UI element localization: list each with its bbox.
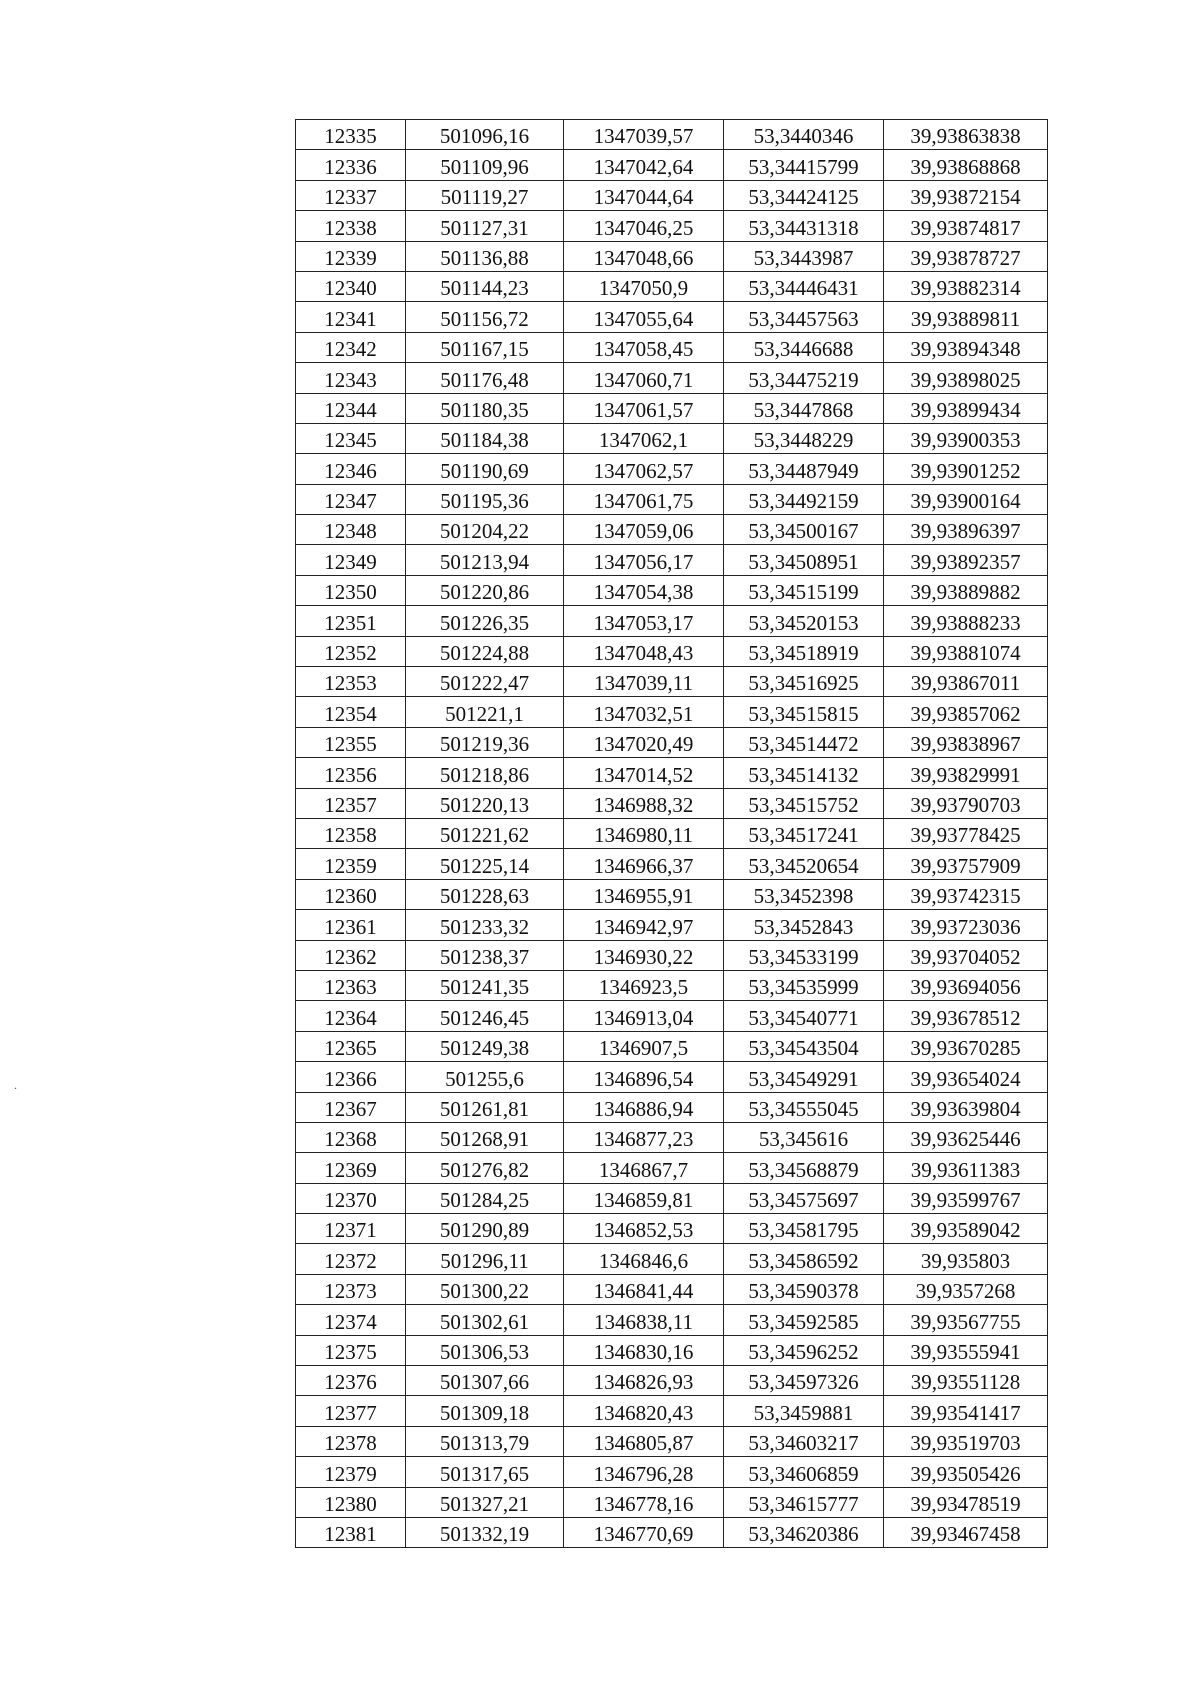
- table-row: [296, 940, 1048, 970]
- table-row: [296, 818, 1048, 848]
- x-coordinate-cell: 501261,81: [406, 1092, 564, 1122]
- y-coordinate-cell: 1346907,5: [564, 1031, 724, 1061]
- longitude-cell: 39,93892357: [884, 545, 1048, 575]
- x-coordinate-cell: 501255,6: [406, 1062, 564, 1092]
- latitude-cell: 53,34508951: [724, 545, 884, 575]
- latitude-cell: 53,345616: [724, 1122, 884, 1152]
- x-coordinate-cell: 501222,47: [406, 667, 564, 697]
- table-row: [296, 363, 1048, 393]
- x-coordinate-cell: 501184,38: [406, 423, 564, 453]
- longitude-cell: 39,93670285: [884, 1031, 1048, 1061]
- x-coordinate-cell: 501225,14: [406, 849, 564, 879]
- longitude-cell: 39,93867011: [884, 667, 1048, 697]
- longitude-cell: 39,93863838: [884, 120, 1048, 150]
- x-coordinate-cell: 501109,96: [406, 150, 564, 180]
- table-row: [296, 180, 1048, 210]
- latitude-cell: 53,34516925: [724, 667, 884, 697]
- longitude-cell: 39,93723036: [884, 910, 1048, 940]
- latitude-cell: 53,34592585: [724, 1305, 884, 1335]
- longitude-cell: 39,93889811: [884, 302, 1048, 332]
- latitude-cell: 53,34586592: [724, 1244, 884, 1274]
- y-coordinate-cell: 1346966,37: [564, 849, 724, 879]
- longitude-cell: 39,93872154: [884, 180, 1048, 210]
- table-row: [296, 1001, 1048, 1031]
- latitude-cell: 53,34597326: [724, 1366, 884, 1396]
- point-number-cell: 12352: [296, 636, 406, 666]
- point-number-cell: 12335: [296, 120, 406, 150]
- table-row: [296, 1274, 1048, 1304]
- latitude-cell: 53,34540771: [724, 1001, 884, 1031]
- latitude-cell: 53,3440346: [724, 120, 884, 150]
- point-number-cell: 12363: [296, 970, 406, 1000]
- table-row: [296, 454, 1048, 484]
- point-number-cell: 12341: [296, 302, 406, 332]
- latitude-cell: 53,34596252: [724, 1335, 884, 1365]
- table-row: [296, 1183, 1048, 1213]
- latitude-cell: 53,34555045: [724, 1092, 884, 1122]
- table-row: [296, 271, 1048, 301]
- coordinates-table-body: [296, 120, 1048, 1548]
- y-coordinate-cell: 1347048,66: [564, 241, 724, 271]
- longitude-cell: 39,93555941: [884, 1335, 1048, 1365]
- table-row: [296, 1457, 1048, 1487]
- table-row: [296, 484, 1048, 514]
- longitude-cell: 39,93874817: [884, 211, 1048, 241]
- y-coordinate-cell: 1346930,22: [564, 940, 724, 970]
- latitude-cell: 53,34518919: [724, 636, 884, 666]
- y-coordinate-cell: 1346886,94: [564, 1092, 724, 1122]
- x-coordinate-cell: 501219,36: [406, 727, 564, 757]
- longitude-cell: 39,93505426: [884, 1457, 1048, 1487]
- latitude-cell: 53,34590378: [724, 1274, 884, 1304]
- y-coordinate-cell: 1346805,87: [564, 1426, 724, 1456]
- y-coordinate-cell: 1347062,1: [564, 423, 724, 453]
- x-coordinate-cell: 501306,53: [406, 1335, 564, 1365]
- x-coordinate-cell: 501213,94: [406, 545, 564, 575]
- table-row: [296, 1517, 1048, 1547]
- point-number-cell: 12351: [296, 606, 406, 636]
- x-coordinate-cell: 501167,15: [406, 332, 564, 362]
- point-number-cell: 12343: [296, 363, 406, 393]
- latitude-cell: 53,3452843: [724, 910, 884, 940]
- x-coordinate-cell: 501220,13: [406, 788, 564, 818]
- latitude-cell: 53,34543504: [724, 1031, 884, 1061]
- y-coordinate-cell: 1347050,9: [564, 271, 724, 301]
- latitude-cell: 53,34549291: [724, 1062, 884, 1092]
- latitude-cell: 53,34500167: [724, 515, 884, 545]
- point-number-cell: 12348: [296, 515, 406, 545]
- latitude-cell: 53,3459881: [724, 1396, 884, 1426]
- latitude-cell: 53,34520654: [724, 849, 884, 879]
- latitude-cell: 53,34520153: [724, 606, 884, 636]
- table-row: [296, 545, 1048, 575]
- point-number-cell: 12365: [296, 1031, 406, 1061]
- latitude-cell: 53,3443987: [724, 241, 884, 271]
- x-coordinate-cell: 501307,66: [406, 1366, 564, 1396]
- longitude-cell: 39,93888233: [884, 606, 1048, 636]
- latitude-cell: 53,34620386: [724, 1517, 884, 1547]
- longitude-cell: 39,93894348: [884, 332, 1048, 362]
- x-coordinate-cell: 501276,82: [406, 1153, 564, 1183]
- x-coordinate-cell: 501233,32: [406, 910, 564, 940]
- point-number-cell: 12359: [296, 849, 406, 879]
- table-row: [296, 667, 1048, 697]
- table-row: [296, 1092, 1048, 1122]
- latitude-cell: 53,34515815: [724, 697, 884, 727]
- x-coordinate-cell: 501220,86: [406, 575, 564, 605]
- latitude-cell: 53,34457563: [724, 302, 884, 332]
- longitude-cell: 39,93889882: [884, 575, 1048, 605]
- table-row: [296, 302, 1048, 332]
- point-number-cell: 12340: [296, 271, 406, 301]
- x-coordinate-cell: 501156,72: [406, 302, 564, 332]
- table-row: [296, 1153, 1048, 1183]
- table-row: [296, 1062, 1048, 1092]
- longitude-cell: 39,93857062: [884, 697, 1048, 727]
- x-coordinate-cell: 501249,38: [406, 1031, 564, 1061]
- y-coordinate-cell: 1346830,16: [564, 1335, 724, 1365]
- longitude-cell: 39,93899434: [884, 393, 1048, 423]
- x-coordinate-cell: 501180,35: [406, 393, 564, 423]
- latitude-cell: 53,34446431: [724, 271, 884, 301]
- y-coordinate-cell: 1346877,23: [564, 1122, 724, 1152]
- y-coordinate-cell: 1346820,43: [564, 1396, 724, 1426]
- x-coordinate-cell: 501268,91: [406, 1122, 564, 1152]
- y-coordinate-cell: 1346867,7: [564, 1153, 724, 1183]
- table-row: [296, 423, 1048, 453]
- table-row: [296, 1426, 1048, 1456]
- point-number-cell: 12378: [296, 1426, 406, 1456]
- y-coordinate-cell: 1346923,5: [564, 970, 724, 1000]
- y-coordinate-cell: 1347059,06: [564, 515, 724, 545]
- longitude-cell: 39,93900164: [884, 484, 1048, 514]
- stray-mark: .: [14, 1078, 17, 1092]
- point-number-cell: 12361: [296, 910, 406, 940]
- y-coordinate-cell: 1346796,28: [564, 1457, 724, 1487]
- x-coordinate-cell: 501246,45: [406, 1001, 564, 1031]
- y-coordinate-cell: 1347058,45: [564, 332, 724, 362]
- table-row: [296, 970, 1048, 1000]
- table-row: [296, 697, 1048, 727]
- x-coordinate-cell: 501290,89: [406, 1214, 564, 1244]
- y-coordinate-cell: 1347061,75: [564, 484, 724, 514]
- x-coordinate-cell: 501327,21: [406, 1487, 564, 1517]
- y-coordinate-cell: 1346826,93: [564, 1366, 724, 1396]
- y-coordinate-cell: 1347060,71: [564, 363, 724, 393]
- point-number-cell: 12336: [296, 150, 406, 180]
- latitude-cell: 53,34415799: [724, 150, 884, 180]
- y-coordinate-cell: 1346988,32: [564, 788, 724, 818]
- y-coordinate-cell: 1346852,53: [564, 1214, 724, 1244]
- longitude-cell: 39,93901252: [884, 454, 1048, 484]
- table-row: [296, 788, 1048, 818]
- point-number-cell: 12369: [296, 1153, 406, 1183]
- y-coordinate-cell: 1347055,64: [564, 302, 724, 332]
- point-number-cell: 12377: [296, 1396, 406, 1426]
- latitude-cell: 53,34517241: [724, 818, 884, 848]
- longitude-cell: 39,93896397: [884, 515, 1048, 545]
- latitude-cell: 53,34424125: [724, 180, 884, 210]
- point-number-cell: 12345: [296, 423, 406, 453]
- latitude-cell: 53,34515752: [724, 788, 884, 818]
- point-number-cell: 12355: [296, 727, 406, 757]
- latitude-cell: 53,34514132: [724, 758, 884, 788]
- point-number-cell: 12372: [296, 1244, 406, 1274]
- y-coordinate-cell: 1347014,52: [564, 758, 724, 788]
- latitude-cell: 53,34535999: [724, 970, 884, 1000]
- longitude-cell: 39,93878727: [884, 241, 1048, 271]
- x-coordinate-cell: 501204,22: [406, 515, 564, 545]
- latitude-cell: 53,34603217: [724, 1426, 884, 1456]
- table-row: [296, 910, 1048, 940]
- x-coordinate-cell: 501313,79: [406, 1426, 564, 1456]
- y-coordinate-cell: 1346896,54: [564, 1062, 724, 1092]
- y-coordinate-cell: 1346913,04: [564, 1001, 724, 1031]
- coordinates-table: [295, 119, 1048, 1548]
- point-number-cell: 12358: [296, 818, 406, 848]
- x-coordinate-cell: 501096,16: [406, 120, 564, 150]
- longitude-cell: 39,93654024: [884, 1062, 1048, 1092]
- x-coordinate-cell: 501332,19: [406, 1517, 564, 1547]
- y-coordinate-cell: 1346942,97: [564, 910, 724, 940]
- y-coordinate-cell: 1347054,38: [564, 575, 724, 605]
- x-coordinate-cell: 501302,61: [406, 1305, 564, 1335]
- point-number-cell: 12374: [296, 1305, 406, 1335]
- y-coordinate-cell: 1346859,81: [564, 1183, 724, 1213]
- y-coordinate-cell: 1347048,43: [564, 636, 724, 666]
- x-coordinate-cell: 501296,11: [406, 1244, 564, 1274]
- longitude-cell: 39,93625446: [884, 1122, 1048, 1152]
- longitude-cell: 39,93599767: [884, 1183, 1048, 1213]
- point-number-cell: 12344: [296, 393, 406, 423]
- y-coordinate-cell: 1347042,64: [564, 150, 724, 180]
- point-number-cell: 12346: [296, 454, 406, 484]
- x-coordinate-cell: 501195,36: [406, 484, 564, 514]
- table-row: [296, 849, 1048, 879]
- point-number-cell: 12353: [296, 667, 406, 697]
- y-coordinate-cell: 1347053,17: [564, 606, 724, 636]
- latitude-cell: 53,34533199: [724, 940, 884, 970]
- point-number-cell: 12379: [296, 1457, 406, 1487]
- point-number-cell: 12380: [296, 1487, 406, 1517]
- table-row: [296, 1214, 1048, 1244]
- latitude-cell: 53,3448229: [724, 423, 884, 453]
- y-coordinate-cell: 1346841,44: [564, 1274, 724, 1304]
- table-row: [296, 636, 1048, 666]
- table-row: [296, 727, 1048, 757]
- latitude-cell: 53,34487949: [724, 454, 884, 484]
- longitude-cell: 39,93678512: [884, 1001, 1048, 1031]
- x-coordinate-cell: 501136,88: [406, 241, 564, 271]
- y-coordinate-cell: 1347062,57: [564, 454, 724, 484]
- longitude-cell: 39,93694056: [884, 970, 1048, 1000]
- longitude-cell: 39,93567755: [884, 1305, 1048, 1335]
- table-row: [296, 332, 1048, 362]
- point-number-cell: 12366: [296, 1062, 406, 1092]
- x-coordinate-cell: 501119,27: [406, 180, 564, 210]
- y-coordinate-cell: 1346980,11: [564, 818, 724, 848]
- x-coordinate-cell: 501218,86: [406, 758, 564, 788]
- longitude-cell: 39,93541417: [884, 1396, 1048, 1426]
- latitude-cell: 53,3452398: [724, 879, 884, 909]
- y-coordinate-cell: 1347056,17: [564, 545, 724, 575]
- y-coordinate-cell: 1346778,16: [564, 1487, 724, 1517]
- table-row: [296, 1244, 1048, 1274]
- longitude-cell: 39,93704052: [884, 940, 1048, 970]
- longitude-cell: 39,93611383: [884, 1153, 1048, 1183]
- point-number-cell: 12339: [296, 241, 406, 271]
- point-number-cell: 12362: [296, 940, 406, 970]
- longitude-cell: 39,93742315: [884, 879, 1048, 909]
- longitude-cell: 39,93898025: [884, 363, 1048, 393]
- point-number-cell: 12350: [296, 575, 406, 605]
- table-row: [296, 1396, 1048, 1426]
- longitude-cell: 39,93778425: [884, 818, 1048, 848]
- point-number-cell: 12357: [296, 788, 406, 818]
- table-row: [296, 515, 1048, 545]
- point-number-cell: 12338: [296, 211, 406, 241]
- table-row: [296, 393, 1048, 423]
- longitude-cell: 39,93519703: [884, 1426, 1048, 1456]
- longitude-cell: 39,93900353: [884, 423, 1048, 453]
- table-row: [296, 1335, 1048, 1365]
- latitude-cell: 53,34514472: [724, 727, 884, 757]
- x-coordinate-cell: 501221,62: [406, 818, 564, 848]
- point-number-cell: 12371: [296, 1214, 406, 1244]
- table-row: [296, 1366, 1048, 1396]
- longitude-cell: 39,935803: [884, 1244, 1048, 1274]
- latitude-cell: 53,34515199: [724, 575, 884, 605]
- longitude-cell: 39,93838967: [884, 727, 1048, 757]
- longitude-cell: 39,9357268: [884, 1274, 1048, 1304]
- x-coordinate-cell: 501221,1: [406, 697, 564, 727]
- longitude-cell: 39,93829991: [884, 758, 1048, 788]
- table-row: [296, 575, 1048, 605]
- point-number-cell: 12354: [296, 697, 406, 727]
- point-number-cell: 12373: [296, 1274, 406, 1304]
- longitude-cell: 39,93639804: [884, 1092, 1048, 1122]
- y-coordinate-cell: 1346955,91: [564, 879, 724, 909]
- y-coordinate-cell: 1347061,57: [564, 393, 724, 423]
- x-coordinate-cell: 501190,69: [406, 454, 564, 484]
- x-coordinate-cell: 501228,63: [406, 879, 564, 909]
- table-row: [296, 1122, 1048, 1152]
- y-coordinate-cell: 1347032,51: [564, 697, 724, 727]
- x-coordinate-cell: 501309,18: [406, 1396, 564, 1426]
- longitude-cell: 39,93882314: [884, 271, 1048, 301]
- point-number-cell: 12360: [296, 879, 406, 909]
- y-coordinate-cell: 1346838,11: [564, 1305, 724, 1335]
- y-coordinate-cell: 1347020,49: [564, 727, 724, 757]
- latitude-cell: 53,34575697: [724, 1183, 884, 1213]
- point-number-cell: 12347: [296, 484, 406, 514]
- latitude-cell: 53,34492159: [724, 484, 884, 514]
- table-row: [296, 241, 1048, 271]
- y-coordinate-cell: 1347046,25: [564, 211, 724, 241]
- table-row: [296, 120, 1048, 150]
- table-row: [296, 606, 1048, 636]
- point-number-cell: 12364: [296, 1001, 406, 1031]
- table-row: [296, 879, 1048, 909]
- x-coordinate-cell: 501238,37: [406, 940, 564, 970]
- x-coordinate-cell: 501317,65: [406, 1457, 564, 1487]
- x-coordinate-cell: 501176,48: [406, 363, 564, 393]
- point-number-cell: 12381: [296, 1517, 406, 1547]
- y-coordinate-cell: 1347044,64: [564, 180, 724, 210]
- longitude-cell: 39,93881074: [884, 636, 1048, 666]
- latitude-cell: 53,34606859: [724, 1457, 884, 1487]
- y-coordinate-cell: 1347039,11: [564, 667, 724, 697]
- x-coordinate-cell: 501127,31: [406, 211, 564, 241]
- latitude-cell: 53,3446688: [724, 332, 884, 362]
- table-row: [296, 758, 1048, 788]
- x-coordinate-cell: 501144,23: [406, 271, 564, 301]
- x-coordinate-cell: 501224,88: [406, 636, 564, 666]
- latitude-cell: 53,34568879: [724, 1153, 884, 1183]
- y-coordinate-cell: 1346770,69: [564, 1517, 724, 1547]
- latitude-cell: 53,34475219: [724, 363, 884, 393]
- point-number-cell: 12337: [296, 180, 406, 210]
- x-coordinate-cell: 501241,35: [406, 970, 564, 1000]
- table-row: [296, 211, 1048, 241]
- point-number-cell: 12370: [296, 1183, 406, 1213]
- x-coordinate-cell: 501284,25: [406, 1183, 564, 1213]
- point-number-cell: 12367: [296, 1092, 406, 1122]
- longitude-cell: 39,93478519: [884, 1487, 1048, 1517]
- y-coordinate-cell: 1346846,6: [564, 1244, 724, 1274]
- table-row: [296, 150, 1048, 180]
- table-row: [296, 1305, 1048, 1335]
- table-row: [296, 1487, 1048, 1517]
- y-coordinate-cell: 1347039,57: [564, 120, 724, 150]
- table-row: [296, 1031, 1048, 1061]
- point-number-cell: 12376: [296, 1366, 406, 1396]
- point-number-cell: 12349: [296, 545, 406, 575]
- point-number-cell: 12375: [296, 1335, 406, 1365]
- longitude-cell: 39,93467458: [884, 1517, 1048, 1547]
- longitude-cell: 39,93868868: [884, 150, 1048, 180]
- latitude-cell: 53,3447868: [724, 393, 884, 423]
- x-coordinate-cell: 501226,35: [406, 606, 564, 636]
- longitude-cell: 39,93790703: [884, 788, 1048, 818]
- x-coordinate-cell: 501300,22: [406, 1274, 564, 1304]
- point-number-cell: 12368: [296, 1122, 406, 1152]
- latitude-cell: 53,34615777: [724, 1487, 884, 1517]
- point-number-cell: 12356: [296, 758, 406, 788]
- longitude-cell: 39,93757909: [884, 849, 1048, 879]
- longitude-cell: 39,93589042: [884, 1214, 1048, 1244]
- point-number-cell: 12342: [296, 332, 406, 362]
- latitude-cell: 53,34581795: [724, 1214, 884, 1244]
- longitude-cell: 39,93551128: [884, 1366, 1048, 1396]
- latitude-cell: 53,34431318: [724, 211, 884, 241]
